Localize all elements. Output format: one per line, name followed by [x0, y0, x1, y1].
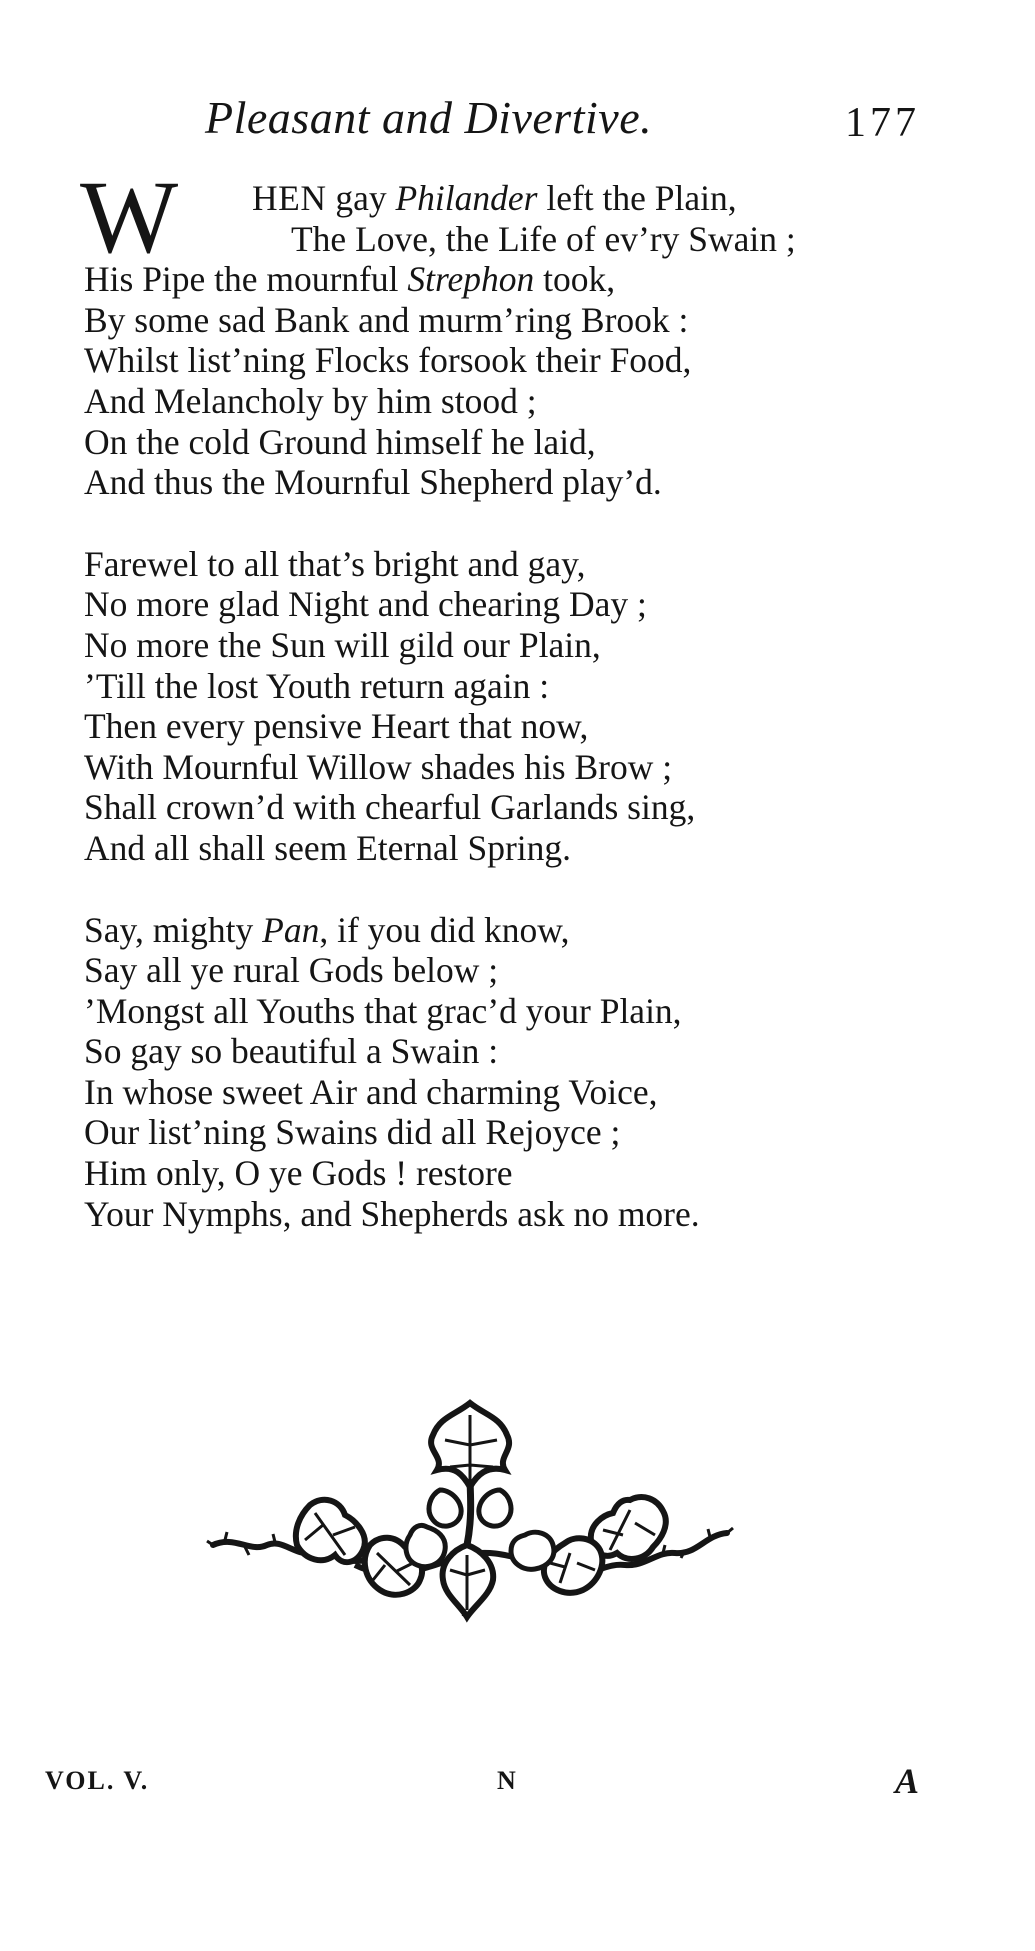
- poem-line: Whilst list’ning Flocks forsook their Food,: [84, 340, 692, 381]
- poem-line: [84, 910, 984, 951]
- opening-lines: [80, 160, 984, 275]
- poem-line: Him only, O ye Gods ! restore: [84, 1153, 513, 1194]
- poem-line: And thus the Mournful Shepherd play’d.: [84, 462, 662, 503]
- poem-line: In whose sweet Air and charming Voice,: [84, 1071, 658, 1112]
- name-italic: Pan: [262, 909, 320, 950]
- line-text: Say, mighty: [84, 909, 263, 950]
- poem-line: So gay so beautiful a Swain :: [84, 1031, 499, 1072]
- poem-line: Shall crown’d with chearful Garlands sing,: [84, 787, 696, 828]
- poem-line: Your Nymphs, and Shepherds ask no more.: [84, 1193, 700, 1234]
- running-title: Pleasant and Divertive.: [205, 92, 653, 143]
- poem-line: ’Mongst all Youths that grac’d your Plain,: [84, 990, 682, 1031]
- poem-line: Our list’ning Swains did all Rejoyce ;: [84, 1112, 621, 1153]
- poem-line: No more the Sun will gild our Plain,: [84, 624, 601, 665]
- poem-line: No more glad Night and chearing Day ;: [84, 584, 647, 625]
- poem-line: The Love, the Life of ev’ry Swain ;: [291, 218, 796, 259]
- line-text: took,: [534, 259, 616, 300]
- line-text: gay: [326, 178, 396, 218]
- signature-mark: N: [497, 1766, 516, 1795]
- poem-line: And Melancholy by him stood ;: [84, 380, 537, 421]
- poem-line: With Mournful Willow shades his Brow ;: [84, 746, 673, 787]
- line-text: left the Plain,: [537, 178, 737, 218]
- poem-line: Say all ye rural Gods below ;: [84, 950, 499, 991]
- poem-line: [252, 178, 737, 219]
- poem-line: Then every pensive Heart that now,: [84, 706, 589, 747]
- line-text: His Pipe the mournful: [84, 259, 408, 300]
- ivy-leaf-ornament-icon: [205, 1395, 735, 1625]
- catchword-mark: A: [895, 1761, 920, 1801]
- page-number: 177: [845, 100, 920, 146]
- volume-mark: VOL. V.: [45, 1766, 150, 1795]
- name-italic: Strephon: [407, 259, 535, 300]
- small-caps-word: HEN: [252, 178, 327, 218]
- stanza-3: [84, 910, 984, 1235]
- name-italic: Philander: [395, 178, 538, 218]
- poem-line: [84, 259, 984, 300]
- poem: [80, 160, 984, 1275]
- stanza-2: [84, 544, 984, 869]
- poem-line: ’Till the lost Youth return again :: [84, 665, 550, 706]
- line-text: , if you did know,: [319, 909, 570, 950]
- poem-line: By some sad Bank and murm’ring Brook :: [84, 299, 689, 340]
- poem-line: Farewel to all that’s bright and gay,: [84, 543, 586, 584]
- stanza-1: [80, 160, 984, 503]
- poem-line: On the cold Ground himself he laid,: [84, 421, 596, 462]
- poem-line: And all shall seem Eternal Spring.: [84, 827, 572, 868]
- drop-cap: W: [80, 160, 171, 275]
